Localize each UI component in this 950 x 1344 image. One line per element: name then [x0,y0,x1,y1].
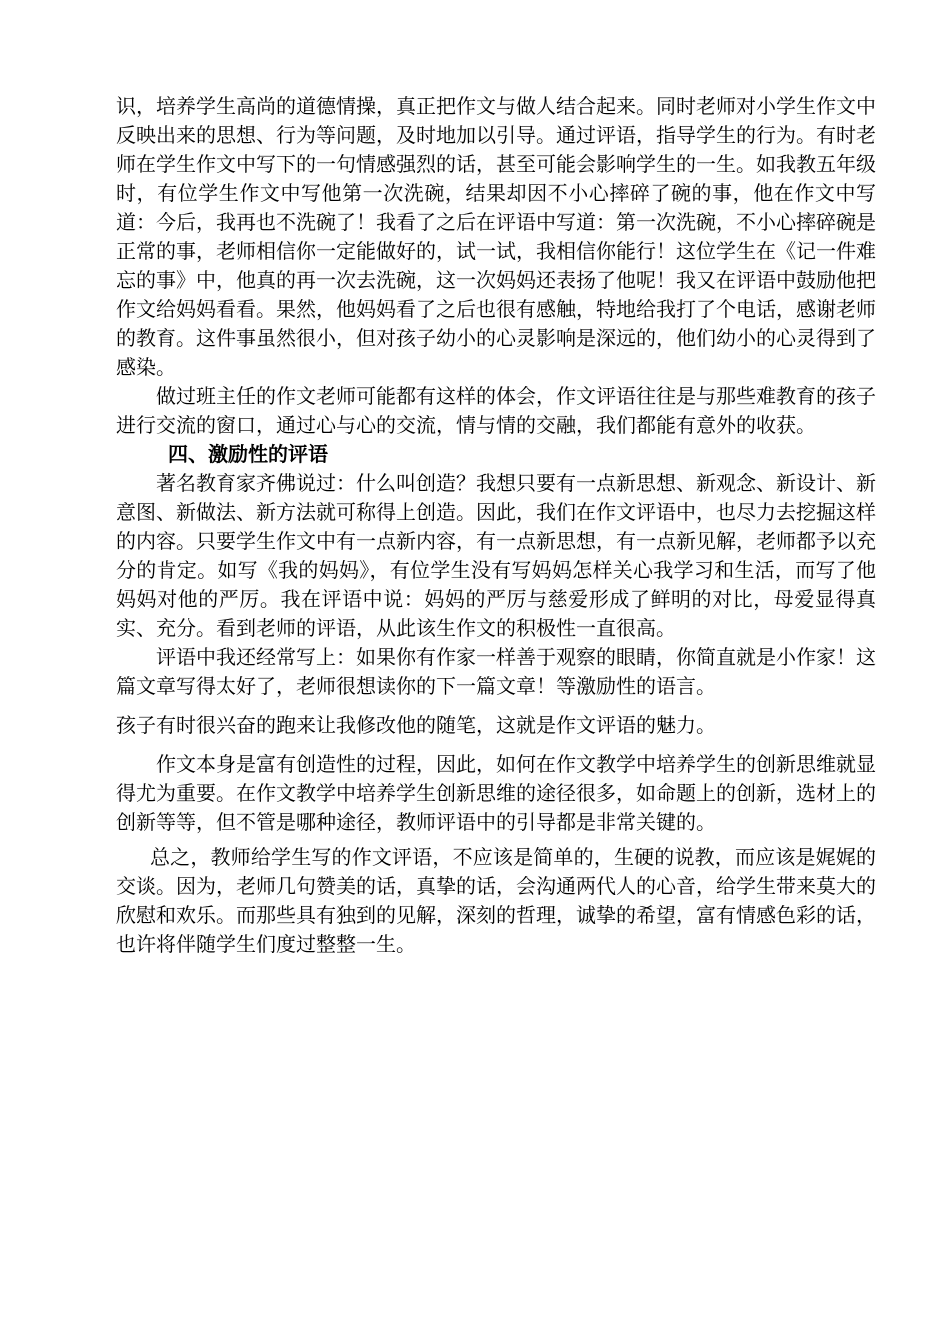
paragraph-charm-of-comments: 孩子有时很兴奋的跑来让我修改他的随笔，这就是作文评语的魅力。 [116,713,716,737]
paragraph-conclusion: 总之，教师给学生写的作文评语，不应该是简单的，生硬的说教，而应该是娓娓的交谈。因为，老师几句赞美的话，真挚的话，会沟通两代人的心音，给学生带来莫大的欣慰和欢乐。而那些具有独到的见解，深刻的哲理，诚挚的希望，富有情感色彩的话，也许将伴随学生们度过整整一生。 [116,845,876,956]
paragraph-class-teacher: 做过班主任的作文老师可能都有这样的体会，作文评语往往是与那些难教育的孩子进行交流的窗口，通过心与心的交流，情与情的交融，我们都能有意外的收获。 [116,384,876,437]
paragraph-continued: 识，培养学生高尚的道德情操，真正把作文与做人结合起来。同时老师对小学生作文中反映出来的思想、行为等问题，及时地加以引导。通过评语，指导学生的行为。有时老师在学生作文中写下的一句情感强烈的话，甚至可能会影响学生的一生。如我教五年级时，有位学生作文中写他第一次洗碗，结果却因不小心摔碎了碗的事，他在作文中写道：今后，我再也不洗碗了！我看了之后在评语中写道：第一次洗碗，不小心摔碎碗是正常的事，老师相信你一定能做好的，试一试，我相信你能行！这位学生在《记一件难忘的事》中，他真的再一次去洗碗，这一次妈妈还表扬了他呢！我又在评语中鼓励他把作文给妈妈看看。果然，他妈妈看了之后也很有感触，特地给我打了个电话，感谢老师的教育。这件事虽然很小，但对孩子幼小的心灵影响是深远的，他们幼小的心灵得到了感染。 [116,94,876,379]
document-body [116,92,876,959]
paragraph-creativity-quote: 著名教育家齐佛说过：什么叫创造？我想只要有一点新思想、新观念、新设计、新意图、新做法、新方法就可称得上创造。因此，我们在作文评语中，也尽力去挖掘这样的内容。只要学生作文中有一点新内容，有一点新思想，有一点新见解，老师都予以充分的肯定。如写《我的妈妈》，有位学生没有写妈妈怎样关心我学习和生活，而写了他妈妈对他的严厉。我在评语中说：妈妈的严厉与慈爱形成了鲜明的对比，母爱显得真实、充分。看到老师的评语，从此该生作文的积极性一直很高。 [116,471,876,640]
paragraph-creative-thinking: 作文本身是富有创造性的过程，因此，如何在作文教学中培养学生的创新思维就显得尤为重要。在作文教学中培养学生创新思维的途径很多，如命题上的创新，选材上的创新等等，但不管是哪种途径，教师评语中的引导都是非常关键的。 [116,752,876,834]
section-heading-encouraging-comments: 四、激励性的评语 [168,442,328,466]
paragraph-encouraging-language: 评语中我还经常写上：如果你有作家一样善于观察的眼睛，你简直就是小作家！这篇文章写得太好了，老师很想读你的下一篇文章！等激励性的语言。 [116,645,876,698]
